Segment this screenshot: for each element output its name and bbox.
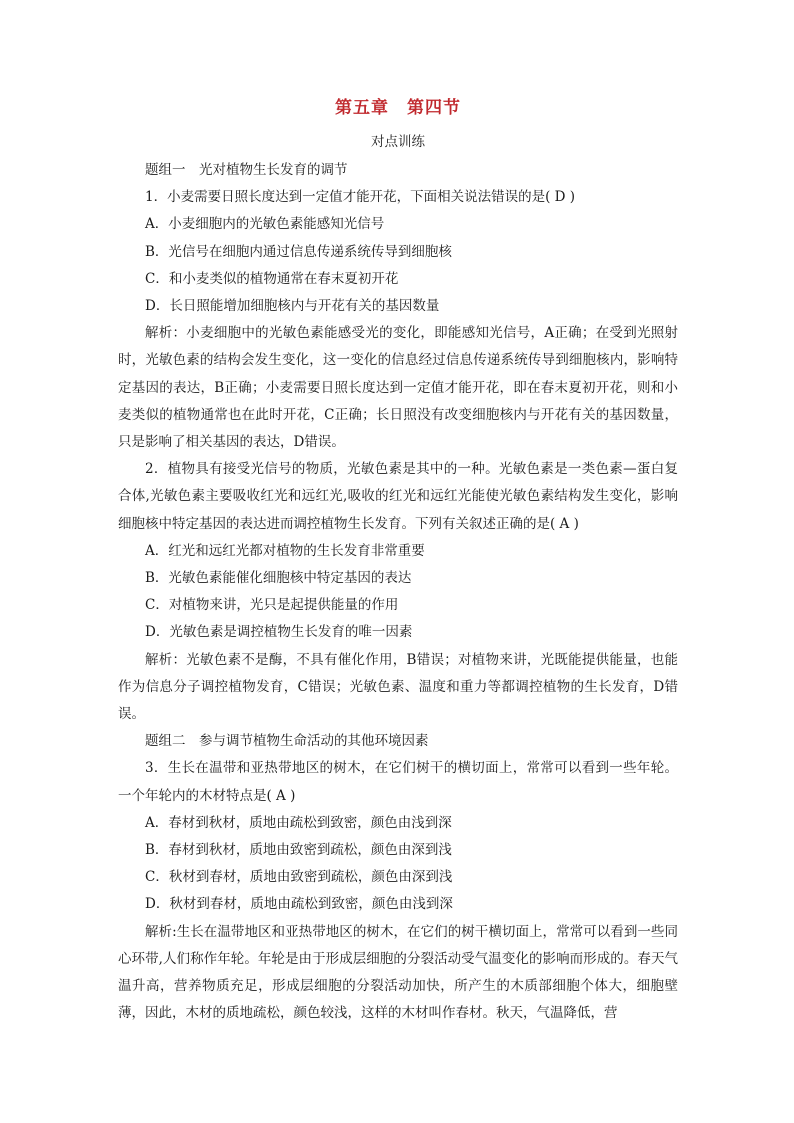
option: A．春材到秋材，质地由疏松到致密，颜色由浅到深: [145, 814, 452, 831]
analysis-text: 解析:生长在温带地区和亚热带地区的树木，在它们的树干横切面上，常常可以看到一些同心环带,人们称作年轮。年轮是由于形成层细胞的分裂活动受气温变化的影响而形成的。春天气温升高，营养物质充足，形成层细胞的分裂活动加快，所产生的木质部细胞个体大，细胞壁薄，因此，木材的质地疏松，颜色较浅，这样的木材叫作春材。秋天，气温降低，营: [118, 923, 678, 1022]
option: A．小麦细胞内的光敏色素能感知光信号: [145, 216, 385, 233]
question-stem: 1．小麦需要日照长度达到一定值才能开花，下面相关说法错误的是( D ): [145, 189, 576, 206]
option: C．和小麦类似的植物通常在春末夏初开花: [145, 270, 399, 287]
group-heading: 题组二 参与调节植物生命活动的其他环境因素: [145, 733, 429, 750]
group-heading: 题组一 光对植物生长发育的调节: [145, 162, 348, 178]
option: D．秋材到春材，质地由疏松到致密，颜色由浅到深: [145, 896, 453, 913]
analysis-text: 解析：光敏色素不是酶，不具有催化作用，B错误；对植物来讲，光既能提供能量，也能作为信息分子调控植物发育，C错误；光敏色素、温度和重力等都调控植物的生长发育，D错误。: [118, 651, 678, 723]
document-page: [118, 94, 678, 1028]
option: B．光敏色素能催化细胞核中特定基因的表达: [145, 570, 412, 587]
page-subtitle: 对点训练: [371, 134, 425, 150]
option: C．对植物来讲，光只是起提供能量的作用: [145, 597, 399, 614]
option: C．秋材到春材，质地由致密到疏松，颜色由深到浅: [145, 869, 453, 886]
option: B．光信号在细胞内通过信息传递系统传导到细胞核: [145, 243, 452, 260]
option: A．红光和远红光都对植物的生长发育非常重要: [145, 542, 425, 559]
option: D．长日照能增加细胞核内与开花有关的基因数量: [145, 298, 440, 315]
analysis-text: 解析：小麦细胞中的光敏色素能感受光的变化，即能感知光信号，A正确；在受到光照射时，光敏色素的结构会发生变化，这一变化的信息经过信息传递系统传导到细胞核内，影响特定基因的表达，B正确；小麦需要日照长度达到一定值才能开花，即在春末夏初开花，则和小麦类似的植物通常也在此时开花，C正确；长日照没有改变细胞核内与开花有关的基因数量，只是影响了相关基因的表达，D错误。: [118, 325, 678, 451]
question-stem: 2．植物具有接受光信号的物质，光敏色素是其中的一种。光敏色素是一类色素—蛋白复合体,光敏色素主要吸收红光和远红光,吸收的红光和远红光能使光敏色素结构发生变化，影响细胞核中特定基因的表达进而调控植物生长发育。下列有关叙述正确的是( A ): [118, 461, 678, 532]
option: B．春材到秋材，质地由致密到疏松，颜色由深到浅: [145, 842, 452, 859]
option: D．光敏色素是调控植物生长发育的唯一因素: [145, 624, 413, 641]
page-title: 第五章 第四节: [335, 98, 461, 118]
question-stem: 3．生长在温带和亚热带地区的树木，在它们树干的横切面上，常常可以看到一些年轮。一个年轮内的木材特点是( A ): [118, 760, 678, 804]
